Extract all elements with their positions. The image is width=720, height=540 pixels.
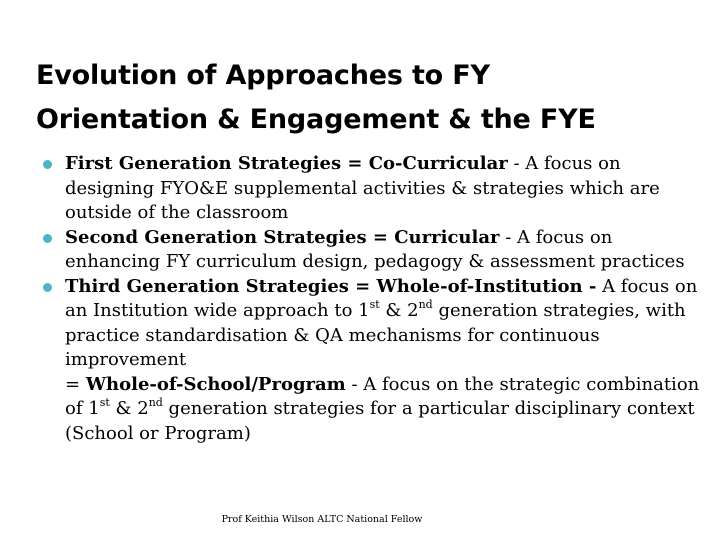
subpoint-whole-of-school (18, 373, 708, 447)
superscript: nd (418, 298, 433, 311)
bullet-list (18, 152, 708, 446)
superscript: st (99, 396, 110, 409)
bullet-text: - A focus on enhancing FY curriculum design, pedagogy & assessment practices (65, 226, 685, 272)
subpoint-prefix: = (65, 373, 86, 395)
footer-credit (0, 514, 720, 525)
bullet-first-generation (18, 152, 708, 226)
bullet-heading: First Generation Strategies = Co-Curricular (65, 153, 508, 174)
title-line-2: Orientation & Engagement & the FYE (36, 104, 596, 135)
subpoint-text: & 2 (109, 398, 149, 419)
subpoint-heading: Whole-of-School/Program (85, 373, 346, 395)
slide-title (36, 54, 696, 142)
subpoint-text: - A focus on the strategic combination of 1 (65, 373, 700, 419)
bullet-dot-icon (43, 234, 52, 243)
bullet-dot-icon (43, 160, 52, 169)
superscript: st (369, 298, 380, 311)
bullet-text: & 2 (379, 300, 419, 321)
bullet-heading: Second Generation Strategies = Curricular (65, 226, 500, 248)
bullet-text: A focus on an Institution wide approach to 1 (65, 275, 698, 321)
subpoint-text: generation strategies for a particular disciplinary context (School or Program) (65, 398, 695, 444)
bullet-second-generation (18, 226, 708, 275)
superscript: nd (148, 396, 163, 409)
footer-text: Prof Keithia Wilson ALTC National Fellow (221, 514, 423, 525)
bullet-text: - A focus on designing FYO&E supplemental activities & strategies which are outside of the classroom (65, 153, 660, 223)
bullet-dot-icon (43, 283, 52, 292)
bullet-heading: Third Generation Strategies = Whole-of-Institution - (65, 275, 597, 297)
bullet-text: generation strategies, with practice standardisation & QA mechanisms for continuous improvement (65, 300, 686, 370)
bullet-third-generation (18, 275, 708, 373)
title-line-1: Evolution of Approaches to FY (36, 60, 490, 91)
